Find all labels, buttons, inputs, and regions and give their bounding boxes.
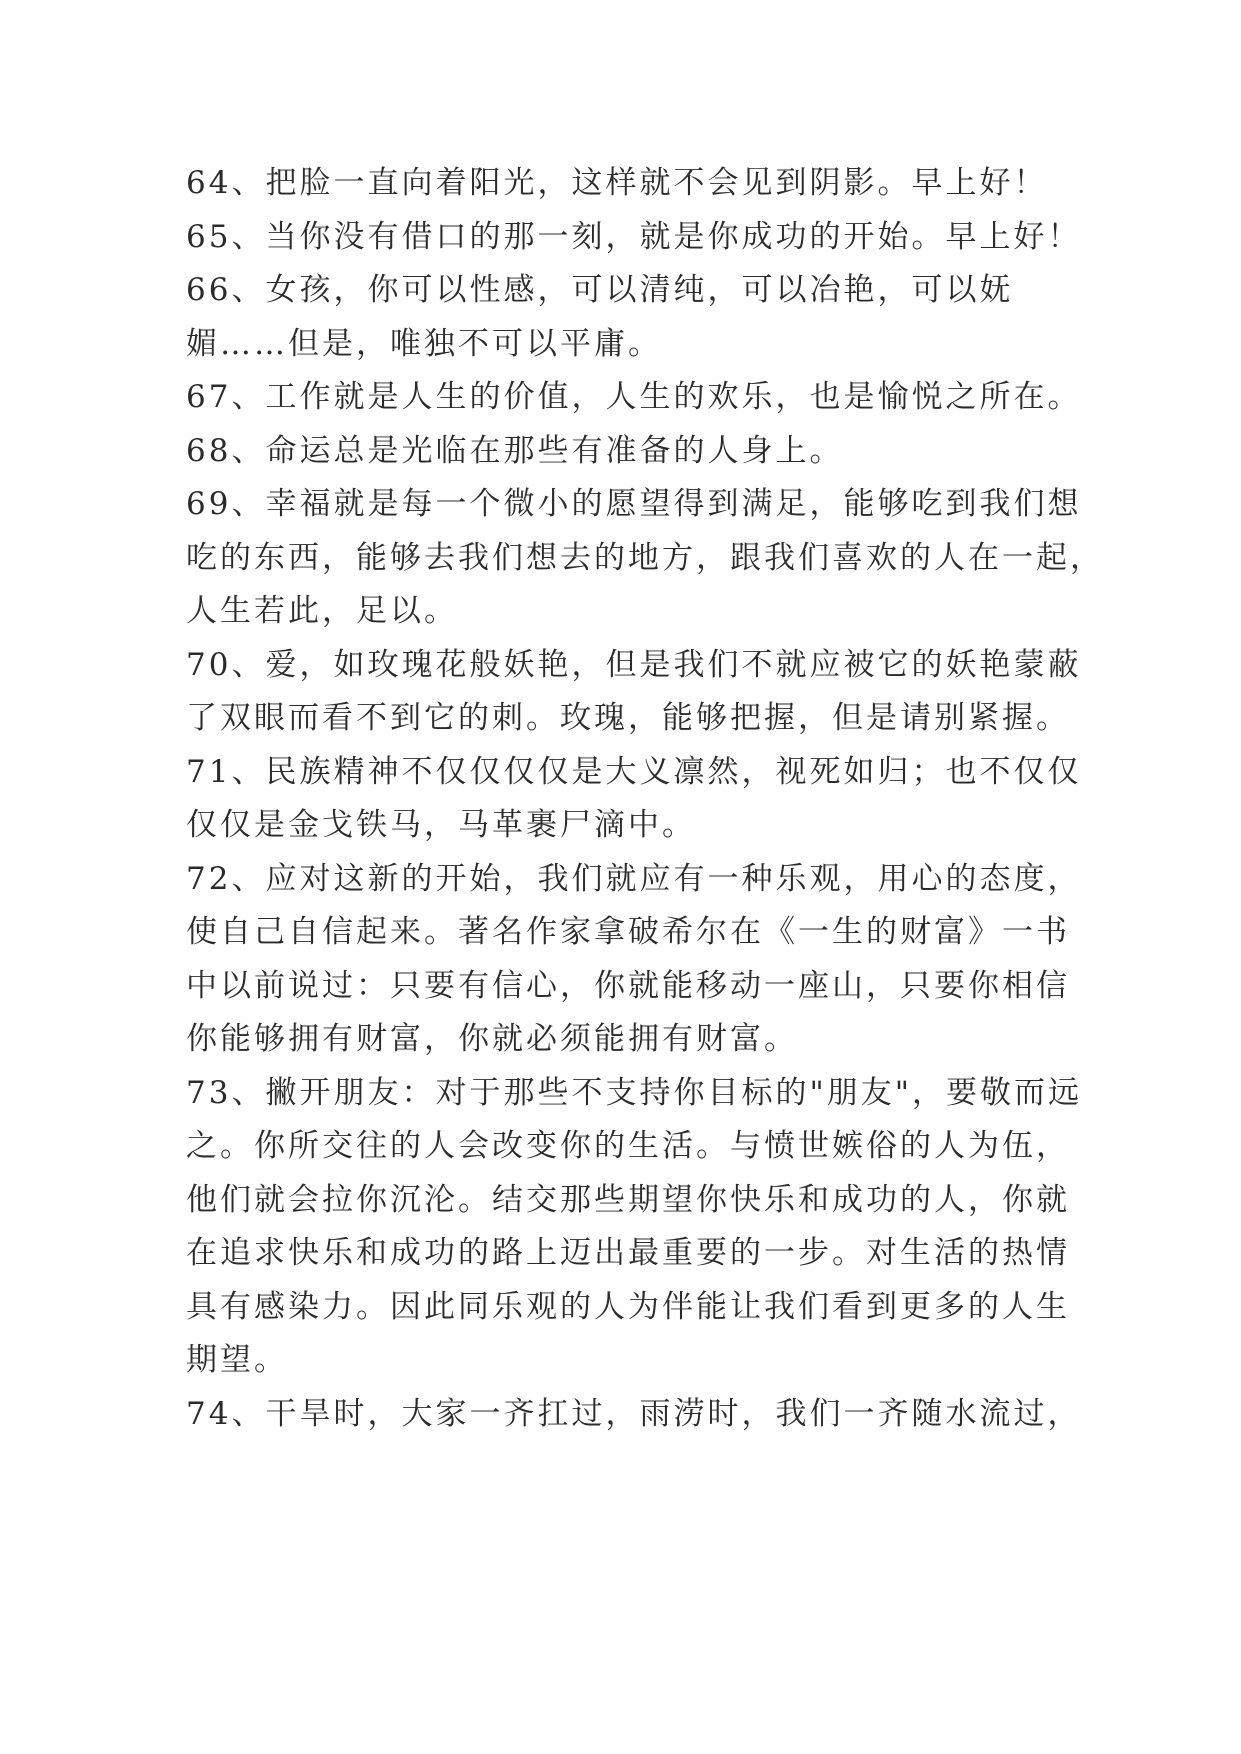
text-line: 吃的东西，能够去我们想去的地方，跟我们喜欢的人在一起， — [186, 539, 1104, 576]
text-line: 你能够拥有财富，你就必须能拥有财富。 — [186, 1021, 798, 1057]
text-line: 74、干旱时，大家一齐扛过，雨涝时，我们一齐随水流过， — [186, 1395, 1082, 1432]
text-line: 仅仅是金戈铁马，马革裹尸滴中。 — [186, 807, 696, 843]
text-line: 使自己自信起来。著名作家拿破希尔在《一生的财富》一书 — [186, 914, 1070, 950]
text-line: 他们就会拉你沉沦。结交那些期望你快乐和成功的人，你就 — [186, 1181, 1070, 1218]
text-line: 68、命运总是光临在那些有准备的人身上。 — [186, 432, 844, 469]
text-line: 媚……但是，唯独不可以平庸。 — [186, 325, 662, 362]
text-line: 了双眼而看不到它的刺。玫瑰，能够把握，但是请别紧握。 — [186, 700, 1070, 736]
text-line: 人生若此，足以。 — [186, 593, 458, 629]
text-line: 70、爱，如玫瑰花般妖艳，但是我们不就应被它的妖艳蒙蔽 — [186, 646, 1082, 683]
text-line: 之。你所交往的人会改变你的生活。与愤世嫉俗的人为伍， — [186, 1128, 1070, 1164]
document-body — [186, 157, 1104, 1441]
text-line: 67、工作就是人生的价值，人生的欢乐，也是愉悦之所在。 — [186, 379, 1082, 415]
text-line: 71、民族精神不仅仅仅仅是大义凛然，视死如归；也不仅仅 — [186, 753, 1082, 790]
text-line: 具有感染力。因此同乐观的人为伴能让我们看到更多的人生 — [186, 1288, 1070, 1325]
text-line: 期望。 — [186, 1342, 288, 1378]
text-line: 72、应对这新的开始，我们就应有一种乐观，用心的态度， — [186, 860, 1082, 897]
text-line: 66、女孩，你可以性感，可以清纯，可以冶艳，可以妩 — [186, 272, 1014, 308]
text-line: 中以前说过：只要有信心，你就能移动一座山，只要你相信 — [186, 967, 1070, 1004]
text-line: 73、撇开朋友：对于那些不支持你目标的"朋友"，要敬而远 — [186, 1074, 1082, 1111]
text-line: 69、幸福就是每一个微小的愿望得到满足，能够吃到我们想 — [186, 486, 1082, 522]
text-line: 在追求快乐和成功的路上迈出最重要的一步。对生活的热情 — [186, 1235, 1070, 1271]
text-line: 64、把脸一直向着阳光，这样就不会见到阴影。早上好！ — [186, 165, 1048, 201]
text-line: 65、当你没有借口的那一刻，就是你成功的开始。早上好！ — [186, 218, 1082, 255]
